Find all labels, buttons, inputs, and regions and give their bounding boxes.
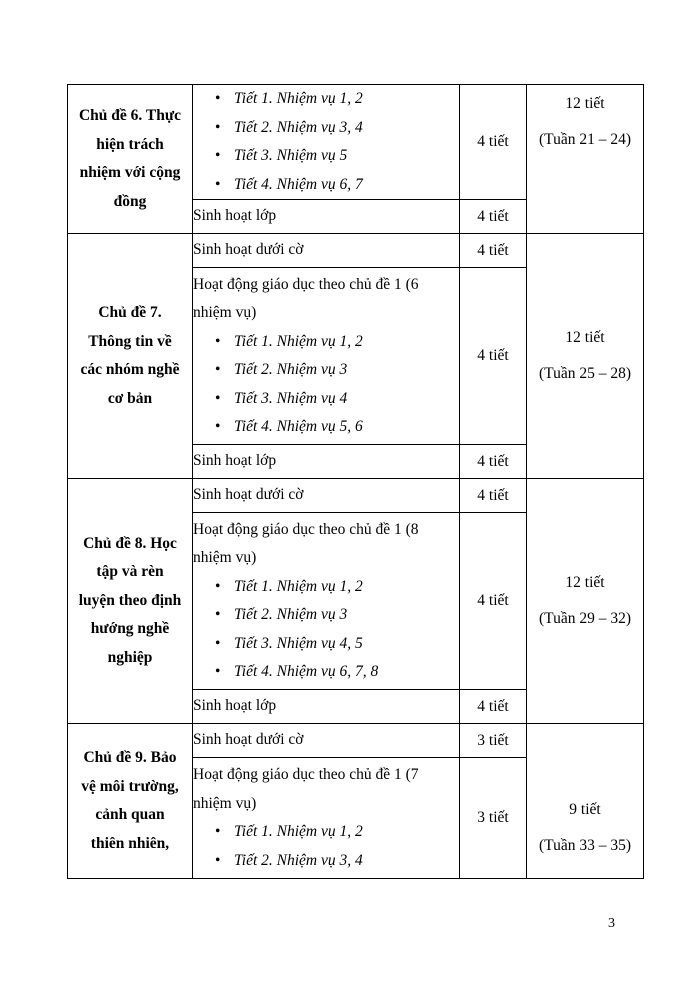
activity-cell [193, 445, 460, 479]
topic-cell [68, 85, 193, 234]
topic-line: nhiệm với cộng [79, 164, 181, 181]
topic-line: hiện trách [96, 135, 164, 153]
activity-cell [193, 234, 460, 268]
topic-line: các nhóm nghề [80, 361, 180, 378]
task-item: • Tiết 4. Nhiệm vụ 5, 6 [193, 413, 459, 442]
activity-label: Sinh hoạt dưới cờ [193, 486, 304, 504]
period-count: 4 tiết [460, 85, 527, 200]
topic-cell [68, 724, 193, 879]
period-count: 4 tiết [460, 690, 527, 724]
task-item: • Tiết 2. Nhiệm vụ 3 [193, 601, 459, 630]
task-item: • Tiết 3. Nhiệm vụ 4, 5 [193, 630, 459, 659]
task-list [193, 818, 459, 875]
activity-cell [193, 268, 460, 445]
task-item: • Tiết 4. Nhiệm vụ 6, 7, 8 [193, 658, 459, 687]
activity-cell [193, 513, 460, 690]
total-periods: 9 tiết [569, 801, 601, 818]
task-item: • Tiết 4. Nhiệm vụ 6, 7 [193, 171, 459, 200]
task-item: • Tiết 1. Nhiệm vụ 1, 2 [193, 573, 459, 602]
total-cell [527, 479, 644, 724]
week-range: (Tuần 25 – 28) [538, 365, 631, 382]
activity-label: Sinh hoạt dưới cờ [193, 241, 304, 259]
total-cell [527, 724, 644, 879]
activity-label: Sinh hoạt lớp [193, 207, 277, 225]
activity-label: Sinh hoạt lớp [193, 452, 277, 470]
topic-line: cơ bản [107, 389, 153, 407]
topic-line: luyện theo định [78, 591, 182, 609]
task-item: • Tiết 2. Nhiệm vụ 3 [193, 356, 459, 385]
lesson-plan-table [67, 84, 644, 879]
activity-label: Sinh hoạt lớp [193, 697, 277, 715]
topic-line: cảnh quan [95, 806, 165, 823]
topic-cell [68, 479, 193, 724]
topic-line: tập và rèn [96, 563, 164, 581]
task-item: • Tiết 2. Nhiệm vụ 3, 4 [193, 114, 459, 143]
period-count: 3 tiết [460, 758, 527, 879]
period-count: 4 tiết [460, 234, 527, 268]
period-count: 4 tiết [460, 513, 527, 690]
period-count: 4 tiết [460, 200, 527, 234]
topic-line: Chủ đề 7. [98, 304, 162, 321]
task-list [193, 85, 459, 199]
week-range: (Tuần 33 – 35) [538, 837, 631, 854]
topic-line: hướng nghề [90, 620, 170, 638]
topic-line: Chủ đề 9. Bảo [83, 749, 177, 766]
total-periods: 12 tiết [565, 329, 605, 346]
total-cell [527, 234, 644, 479]
activity-intro: Hoạt động giáo dục theo chủ đề 1 (6 nhiệm vụ) [193, 275, 419, 321]
period-count: 4 tiết [460, 479, 527, 513]
topic-line: nghiệp [107, 648, 153, 666]
total-cell [527, 85, 644, 234]
topic-line: Thông tin về [88, 332, 172, 350]
activity-cell [193, 758, 460, 879]
task-item: • Tiết 1. Nhiệm vụ 1, 2 [193, 328, 459, 357]
week-range: (Tuần 29 – 32) [538, 610, 631, 627]
topic-line: Chủ đề 6. Thực [78, 107, 182, 124]
activity-cell [193, 85, 460, 200]
week-range: (Tuần 21 – 24) [538, 131, 631, 148]
task-list [193, 573, 459, 687]
activity-intro: Hoạt động giáo dục theo chủ đề 1 (8 nhiệm vụ) [193, 520, 419, 566]
task-list [193, 328, 459, 442]
activity-cell [193, 724, 460, 758]
activity-intro: Hoạt động giáo dục theo chủ đề 1 (7 nhiệm vụ) [193, 766, 419, 812]
topic-line: vệ môi trường, [81, 777, 179, 795]
topic-line: thiên nhiên, [90, 834, 170, 852]
task-item: • Tiết 3. Nhiệm vụ 4 [193, 385, 459, 414]
task-item: • Tiết 3. Nhiệm vụ 5 [193, 142, 459, 171]
table-row [68, 479, 644, 513]
task-item: • Tiết 1. Nhiệm vụ 1, 2 [193, 85, 459, 114]
topic-line: đồng [113, 192, 147, 210]
activity-cell [193, 200, 460, 234]
topic-cell [68, 234, 193, 479]
table-row [68, 234, 644, 268]
task-item: • Tiết 2. Nhiệm vụ 3, 4 [193, 847, 459, 876]
period-count: 3 tiết [460, 724, 527, 758]
total-periods: 12 tiết [565, 95, 605, 112]
table-row [68, 724, 644, 758]
activity-cell [193, 479, 460, 513]
period-count: 4 tiết [460, 445, 527, 479]
task-item: • Tiết 1. Nhiệm vụ 1, 2 [193, 818, 459, 847]
topic-line: Chủ đề 8. Học [83, 534, 177, 552]
period-count: 4 tiết [460, 268, 527, 445]
page-number: 3 [608, 916, 615, 931]
table-row [68, 85, 644, 200]
total-periods: 12 tiết [565, 574, 605, 591]
activity-label: Sinh hoạt dưới cờ [193, 731, 304, 749]
activity-cell [193, 690, 460, 724]
